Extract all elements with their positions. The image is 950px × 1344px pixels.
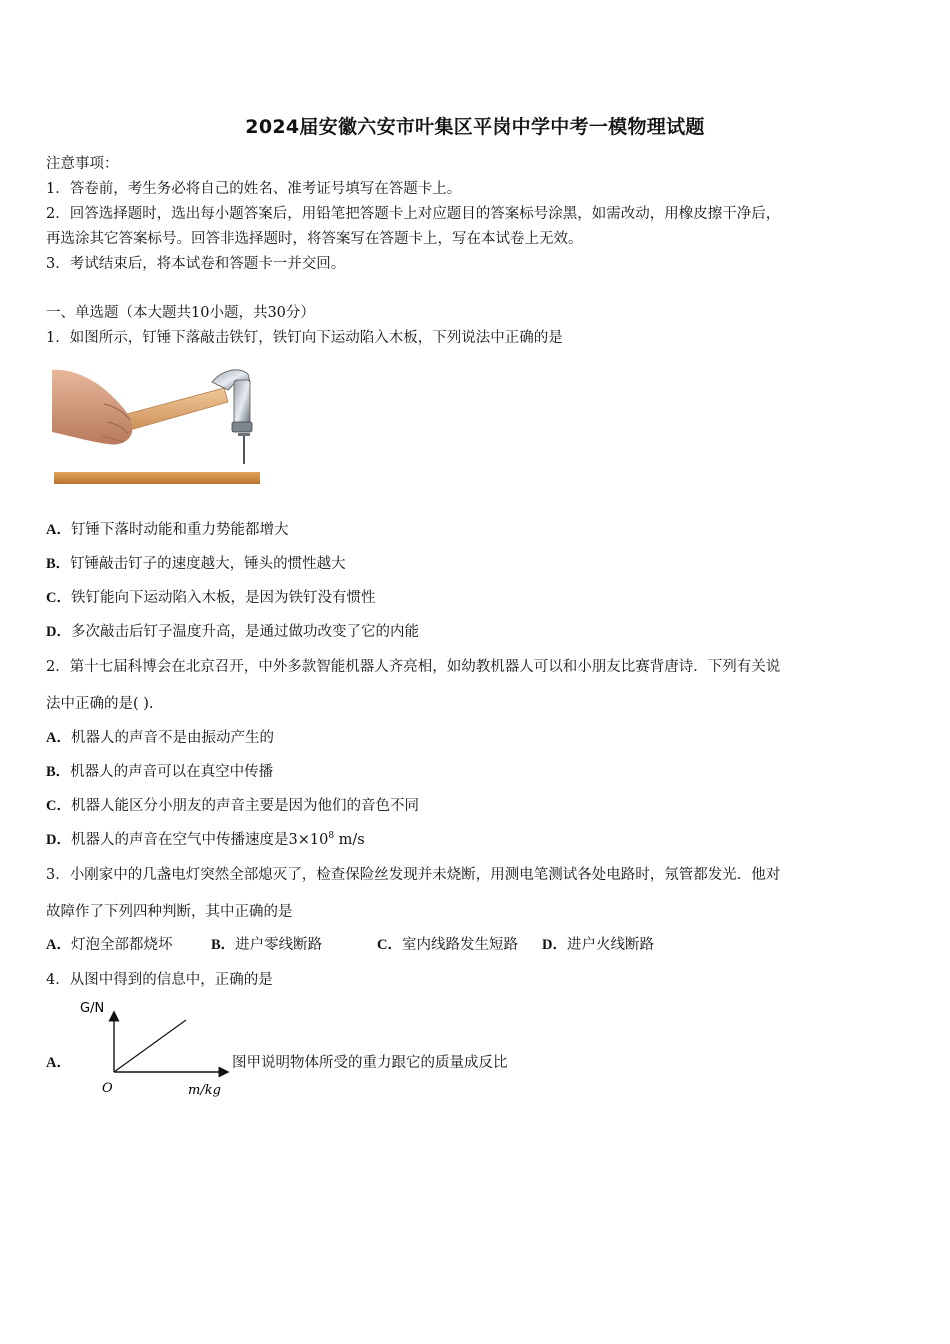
graph-line (114, 1020, 186, 1072)
q3-option-c-text: 室内线路发生短路 (401, 937, 518, 953)
q1-option-b-text: 钉锤敲击钉子的速度越大，锤头的惯性越大 (70, 556, 346, 572)
question-2-stem: 2．第十七届科博会在北京召开，中外多款智能机器人齐亮相，如幼教机器人可以和小朋友比赛背唐诗．下列有关说 (46, 659, 781, 675)
note-item-2-cont: 再选涂其它答案标号。回答非选择题时，将答案写在答题卡上，写在本试卷上无效。 (46, 231, 583, 247)
note-item-1: 1．答卷前，考生务必将自己的姓名、准考证号填写在答题卡上。 (46, 181, 462, 197)
q2-option-a-text: 机器人的声音不是由振动产生的 (70, 730, 274, 746)
graph-origin-label: O (102, 1081, 113, 1096)
note-item-2: 2．回答选择题时，选出每小题答案后，用铅笔把答题卡上对应题目的答案标号涂黑，如需改动，用橡皮擦干净后， (46, 206, 781, 222)
q1-option-d-text: 多次敲击后钉子温度升高，是通过做功改变了它的内能 (70, 624, 419, 640)
q2-option-b[interactable] (46, 760, 273, 781)
q3-option-d[interactable] (542, 933, 654, 954)
q4-option-a-text: 图甲说明物体所受的重力跟它的质量成反比 (232, 1055, 508, 1071)
question-3-stem-cont: 故障作了下列四种判断，其中正确的是 (46, 904, 293, 920)
q2-option-d-letter: D． (46, 832, 71, 848)
q1-option-a-text: 钉锤下落时动能和重力势能都增大 (70, 522, 289, 538)
q1-option-d-letter: D． (46, 624, 71, 640)
gravity-mass-graph (78, 996, 238, 1104)
q1-option-c-letter: C． (46, 590, 71, 606)
q1-option-a[interactable] (46, 518, 288, 539)
q3-option-a-letter: A． (46, 937, 71, 953)
q3-option-b-letter: B． (211, 937, 236, 953)
speed-formula-unit: m/s (334, 832, 365, 848)
q2-option-d[interactable] (46, 828, 365, 849)
graph-x-label: m/kg (188, 1083, 221, 1098)
graph-y-label: G/N (80, 1001, 105, 1016)
hammer-nail-illustration (52, 360, 264, 490)
q1-option-c[interactable] (46, 586, 375, 607)
notes-heading: 注意事项： (46, 156, 119, 172)
q3-option-c-letter: C． (377, 937, 402, 953)
q4-option-a-letter-text: A． (46, 1055, 71, 1071)
q2-option-a[interactable] (46, 726, 274, 747)
q1-option-b[interactable] (46, 552, 346, 573)
q2-option-c-text: 机器人能区分小朋友的声音主要是因为他们的音色不同 (70, 798, 419, 814)
question-1-stem: 1．如图所示，钉锤下落敲击铁钉，铁钉向下运动陷入木板，下列说法中正确的是 (46, 330, 563, 346)
page-title: 2024届安徽六安市叶集区平岗中学中考一模物理试题 (245, 116, 705, 138)
question-3-stem: 3．小刚家中的几盏电灯突然全部熄灭了，检查保险丝发现并未烧断，用测电笔测试各处电路时，氖管都发光．他对 (46, 867, 781, 883)
note-item-3: 3．考试结束后，将本试卷和答题卡一并交回。 (46, 256, 346, 272)
q2-option-a-letter: A． (46, 730, 71, 746)
speed-formula-exponent: 8 (328, 831, 335, 842)
question-4-stem: 4．从图中得到的信息中，正确的是 (46, 972, 273, 988)
speed-formula (288, 832, 364, 848)
q3-option-c[interactable] (377, 933, 518, 954)
question-2-stem-cont: 法中正确的是( ). (46, 696, 154, 712)
q3-option-b[interactable] (211, 933, 322, 954)
q1-option-b-letter: B． (46, 556, 71, 572)
section-heading: 一、单选题（本大题共10小题，共30分） (46, 305, 315, 321)
q2-option-c[interactable] (46, 794, 419, 815)
speed-formula-base: 3×10 (288, 832, 329, 848)
q1-option-a-letter: A． (46, 522, 71, 538)
q2-option-b-letter: B． (46, 764, 71, 780)
q3-option-d-text: 进户火线断路 (566, 937, 654, 953)
q3-option-d-letter: D． (542, 937, 567, 953)
q4-option-a-letter[interactable] (46, 1051, 71, 1072)
q3-option-a-text: 灯泡全部都烧坏 (70, 937, 173, 953)
q3-option-a[interactable] (46, 933, 172, 954)
q1-option-c-text: 铁钉能向下运动陷入木板，是因为铁钉没有惯性 (70, 590, 376, 606)
q2-option-c-letter: C． (46, 798, 71, 814)
q3-option-b-text: 进户零线断路 (235, 937, 323, 953)
q2-option-d-text: 机器人的声音在空气中传播速度是 (70, 832, 289, 848)
q1-option-d[interactable] (46, 620, 419, 641)
q2-option-b-text: 机器人的声音可以在真空中传播 (70, 764, 274, 780)
